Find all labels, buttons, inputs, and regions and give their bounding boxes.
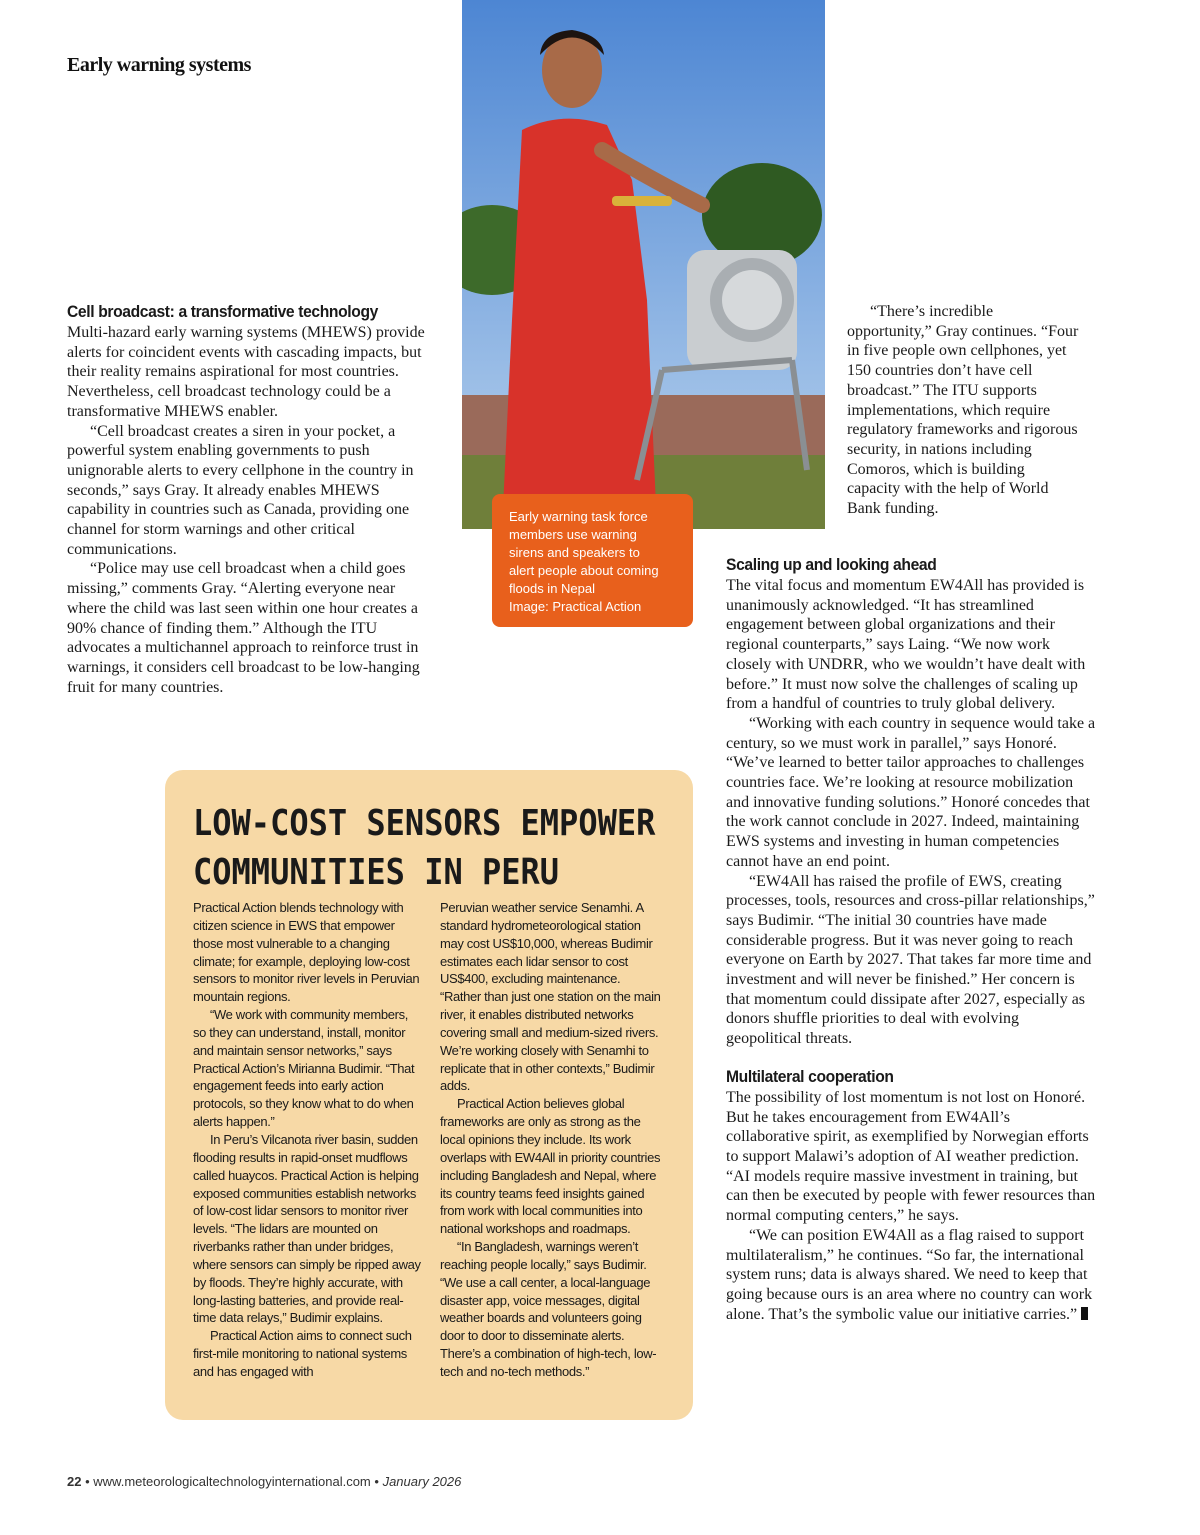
right-top-column bbox=[847, 302, 1079, 519]
caption-line: Early warning task force bbox=[509, 509, 648, 524]
section-heading: Multilateral cooperation bbox=[726, 1066, 894, 1086]
left-column bbox=[67, 301, 432, 697]
page-footer bbox=[67, 1474, 461, 1489]
body-paragraph: “EW4All has raised the profile of EWS, creating processes, tools, resources and cross-pillar relationships,” says Budimir. “The initial 30 countries have made considerable progress. But it was never going to reach everyone on Earth by 2027. That takes far more time and investment and will never be finished.” Her concern is that momentum could dissipate after 2027, especially as donors shuffle priorities to deal with evolving geopolitical threats. bbox=[726, 872, 1095, 1048]
issue-date: January 2026 bbox=[382, 1474, 462, 1489]
box-paragraph: Practical Action believes global frameworks are only as strong as the local opinions they include. Its work overlaps with EW4All in priority countries including Bangladesh and Nepal, where its country teams feed insights gained from work with local communities into national workshops and roadmaps. bbox=[440, 1096, 661, 1237]
caption-line: members use warning bbox=[509, 527, 637, 542]
footer-separator: • bbox=[374, 1474, 379, 1489]
box-title-line: COMMUNITIES IN PERU bbox=[193, 850, 560, 894]
footer-separator: • bbox=[85, 1474, 90, 1489]
box-column-2 bbox=[440, 899, 662, 1381]
box-title-line: LOW-COST SENSORS EMPOWER bbox=[193, 801, 656, 844]
section-label: Early warning systems bbox=[67, 54, 251, 76]
end-mark-icon bbox=[1081, 1307, 1088, 1320]
body-paragraph bbox=[726, 1226, 1096, 1325]
box-paragraph: Practical Action blends technology with citizen science in EWS that empower those most vulnerable to a changing climate; for example, deploying low-cost sensors to monitor river levels in Peruvian mountain regions. bbox=[193, 900, 420, 1005]
body-paragraph: “There’s incredible opportunity,” Gray continues. “Four in five people own cellphones, yet 150 countries don’t have cell broadcast.” The ITU supports implementations, which require regulatory frameworks and rigorous security, in nations including Comoros, which is building capacity with the help of World Bank funding. bbox=[847, 303, 1079, 518]
box-title bbox=[193, 798, 673, 897]
caption-line: sirens and speakers to bbox=[509, 545, 640, 560]
right-column bbox=[726, 554, 1096, 1324]
photo-woman-with-siren bbox=[462, 0, 825, 529]
body-paragraph: “Cell broadcast creates a siren in your pocket, a powerful system enabling governments to push unignorable alerts to every cellphone in the country in seconds,” says Gray. It already enables MHEWS capability in countries such as Canada, providing one channel for storm warnings and other critical communications. bbox=[67, 422, 414, 558]
photo-credit: Image: Practical Action bbox=[509, 599, 642, 614]
photo-caption bbox=[492, 494, 693, 627]
box-paragraph: “In Bangladesh, warnings weren’t reaching people locally,” says Budimir. “We use a call center, a local-language disaster app, voice messages, digital weather boards and volunteers going door to door to disseminate alerts. There’s a combination of high-tech, low-tech and no-tech methods.” bbox=[440, 1239, 657, 1379]
box-paragraph: In Peru’s Vilcanota river basin, sudden flooding results in rapid-onset mudflows called huaycos. Practical Action is helping exposed communities establish networks of low-cost lidar sensors to monitor river levels. “The lidars are mounted on riverbanks rather than under bridges, where sensors can simply be ripped away by floods. They’re highly accurate, with long-lasting batteries, and provide real-time data relays,” Budimir explains. bbox=[193, 1131, 421, 1326]
box-column-1 bbox=[193, 899, 421, 1381]
box-paragraph: Peruvian weather service Senamhi. A standard hydrometeorological station may cost US$10,000, whereas Budimir estimates each lidar sensor to cost US$400, excluding maintenance. “Rather than just one station on the main river, it enables distributed networks covering small and medium-sized rivers. We’re working closely with Senamhi to replicate that in other contexts,” Budimir adds. bbox=[440, 900, 661, 1094]
body-paragraph: “Working with each country in sequence would take a century, so we must work in parallel,” says Honoré. “We’ve learned to better tailor approaches to challenges countries face. We’re looking at resource mobilization and innovative funding solutions.” Honoré concedes that the work cannot conclude in 2027. Indeed, maintaining EWS systems and investing in human competencies cannot have an end point. bbox=[726, 714, 1096, 870]
photo-illustration bbox=[462, 0, 825, 529]
section-heading: Scaling up and looking ahead bbox=[726, 555, 937, 574]
body-paragraph: “Police may use cell broadcast when a child goes missing,” comments Gray. “Alerting everyone near where the child was last seen within one hour creates a 90% chance of finding them.” Although the ITU advocates a multichannel approach to reinforce trust in warnings, it considers cell broadcast to be low-hanging fruit for many countries. bbox=[67, 560, 420, 696]
caption-line: floods in Nepal bbox=[509, 581, 595, 596]
paragraph-text: “We can position EW4All as a flag raised to support multilateralism,” he continues. “So far, the international system runs; data is always shared. We need to keep that going because ours is an area where no country can work alone. That’s the symbolic value our initiative carries.” bbox=[726, 1226, 1093, 1323]
box-paragraph: Practical Action aims to connect such first-mile monitoring to national systems and has engaged with bbox=[193, 1328, 412, 1379]
box-paragraph: “We work with community members, so they can understand, install, monitor and maintain sensor networks,” says Practical Action’s Mirianna Budimir. “That engagement feeds into early action protocols, so they know what to do when alerts happen.” bbox=[193, 1007, 415, 1130]
caption-line: alert people about coming bbox=[509, 563, 659, 578]
footer-url[interactable]: www.meteorologicaltechnologyinternational.com bbox=[93, 1474, 371, 1489]
body-paragraph: Multi-hazard early warning systems (MHEWS) provide alerts for coincident events with cascading impacts, but their reality remains aspirational for most countries. Nevertheless, cell broadcast technology could be a transformative MHEWS enabler. bbox=[67, 324, 425, 420]
section-heading: Cell broadcast: a transformative technology bbox=[67, 302, 378, 321]
page-number: 22 bbox=[67, 1474, 82, 1489]
body-paragraph: The vital focus and momentum EW4All has provided is unanimously acknowledged. “It has streamlined engagement between global organizations and their regional counterparts,” says Laing. “We now work closely with UNDRR, who we wouldn’t have dealt with before.” It must now solve the challenges of scaling up from a handful of countries to truly global delivery. bbox=[726, 577, 1086, 713]
body-paragraph: The possibility of lost momentum is not lost on Honoré. But he takes encouragement from EW4All’s collaborative spirit, as exemplified by Norwegian efforts to support Malawi’s adoption of AI weather prediction. “AI models require massive investment in training, but can then be executed by people with fewer resources than normal computing centers,” he says. bbox=[726, 1088, 1096, 1225]
